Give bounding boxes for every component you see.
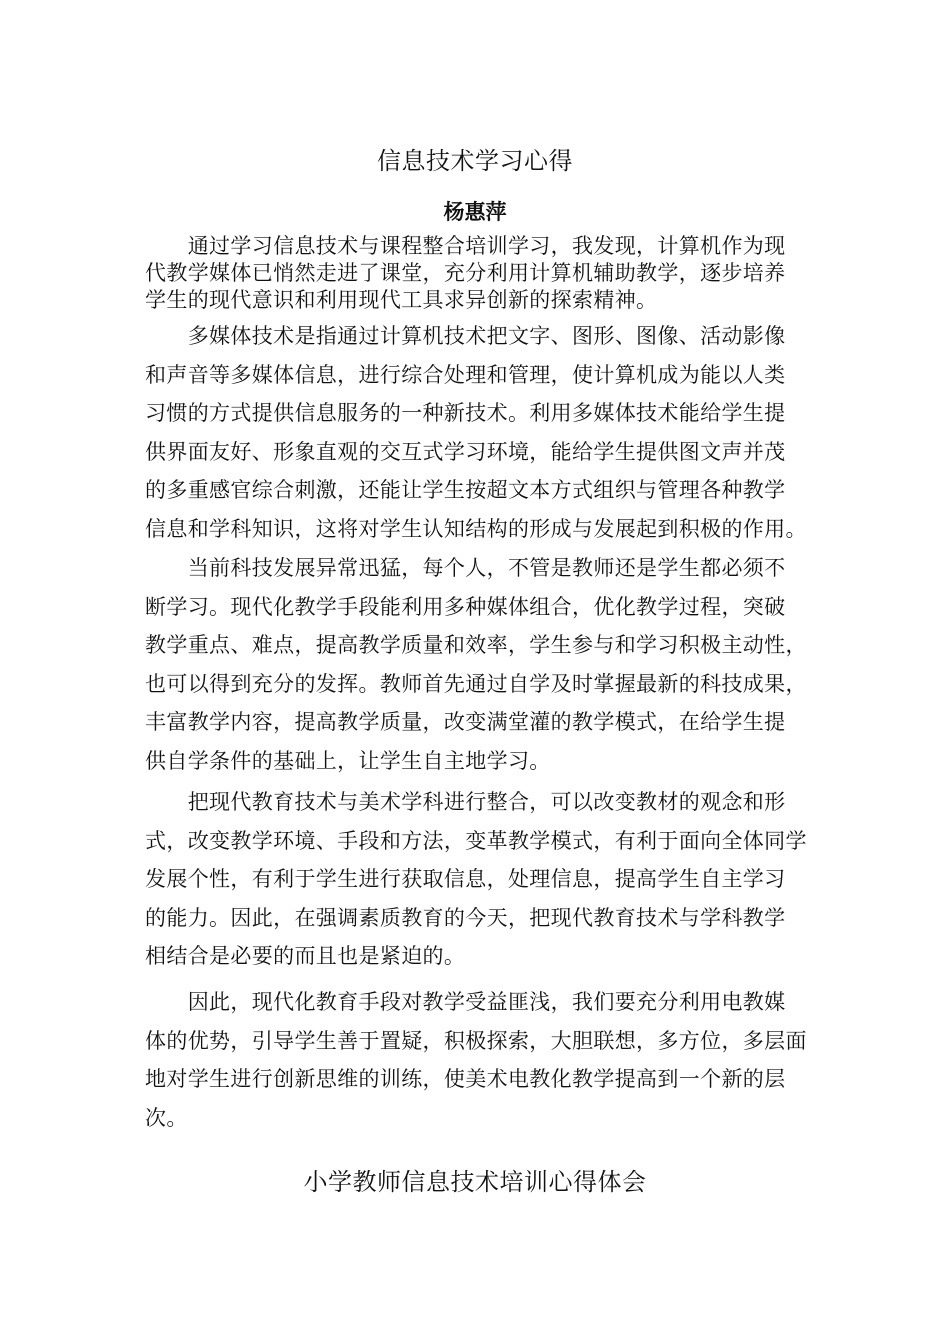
paragraph-line: 因此，现代化教育手段对教学受益匪浅，我们要充分利用电教媒 bbox=[145, 990, 786, 1014]
paragraph-line: 相结合是必要的而且也是紧迫的。 bbox=[145, 944, 466, 968]
author-name: 杨惠萍 bbox=[443, 199, 507, 224]
paragraph-line: 地对学生进行创新思维的训练，使美术电教化教学提高到一个新的层 bbox=[145, 1067, 786, 1091]
paragraph-line: 也可以得到充分的发挥。教师首先通过自学及时掌握最新的科技成果， bbox=[145, 671, 807, 696]
paragraph-line: 断学习。现代化教学手段能利用多种媒体组合，优化教学过程，突破 bbox=[145, 594, 786, 619]
paragraph bbox=[145, 317, 813, 548]
paragraph bbox=[145, 233, 813, 314]
paragraph-line: 信息和学科知识，这将对学生认知结构的形成与发展起到积极的作用。 bbox=[145, 516, 807, 541]
paragraph bbox=[145, 549, 813, 780]
paragraph-line: 次。 bbox=[145, 1105, 188, 1130]
paragraph-line: 发展个性，有利于学生进行获取信息，处理信息，提高学生自主学习 bbox=[145, 867, 786, 891]
paragraph-line: 代教学媒体已悄然走进了课堂，充分利用计算机辅助教学，逐步培养 bbox=[145, 261, 786, 285]
paragraph-line: 当前科技发展异常迅猛，每个人，不管是教师还是学生都必须不 bbox=[145, 556, 786, 580]
paragraph-line: 式，改变教学环境、手段和方法，变革教学模式，有利于面向全体同学 bbox=[145, 828, 807, 853]
paragraph-line: 丰富教学内容，提高教学质量，改变满堂灌的教学模式，在给学生提 bbox=[145, 710, 786, 734]
paragraph-line: 的能力。因此，在强调素质教育的今天，把现代教育技术与学科教学 bbox=[145, 905, 786, 930]
paragraph-line: 学生的现代意识和利用现代工具求异创新的探索精神。 bbox=[145, 288, 658, 312]
next-section-title: 小学教师信息技术培训心得体会 bbox=[303, 1168, 647, 1196]
paragraph-line: 把现代教育技术与美术学科进行整合，可以改变教材的观念和形 bbox=[145, 790, 786, 814]
paragraph-line: 通过学习信息技术与课程整合培训学习，我发现，计算机作为现 bbox=[145, 234, 786, 258]
paragraph-line: 教学重点、难点，提高教学质量和效率，学生参与和学习积极主动性， bbox=[145, 633, 807, 657]
paragraph-line: 体的优势，引导学生善于置疑，积极探索，大胆联想，多方位，多层面 bbox=[145, 1028, 807, 1053]
document-title: 信息技术学习心得 bbox=[377, 147, 573, 175]
paragraph-line: 供自学条件的基础上，让学生自主地学习。 bbox=[145, 748, 551, 773]
paragraph bbox=[145, 983, 813, 1137]
paragraph-line: 的多重感官综合刺激，还能让学生按超文本方式组织与管理各种教学 bbox=[145, 478, 786, 502]
paragraph-line: 习惯的方式提供信息服务的一种新技术。利用多媒体技术能给学生提 bbox=[145, 401, 786, 425]
paragraph-line: 和声音等多媒体信息，进行综合处理和管理，使计算机成为能以人类 bbox=[145, 362, 786, 387]
paragraph bbox=[145, 783, 813, 976]
paragraph-line: 供界面友好、形象直观的交互式学习环境，能给学生提供图文声并茂 bbox=[145, 439, 786, 464]
paragraph-line: 多媒体技术是指通过计算机技术把文字、图形、图像、活动影像 bbox=[145, 324, 786, 348]
